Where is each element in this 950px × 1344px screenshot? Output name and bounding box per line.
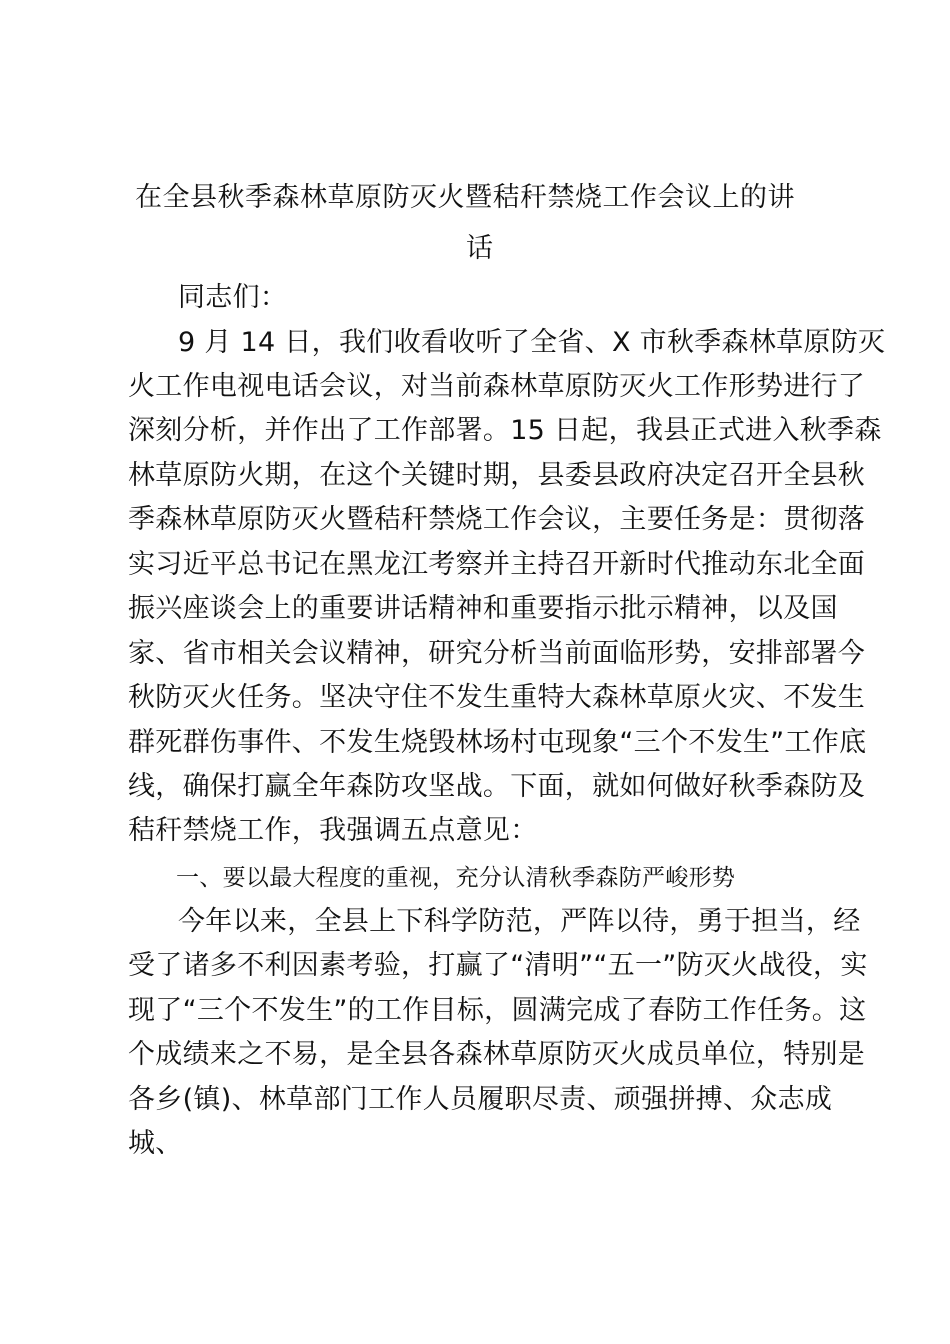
body-line: 季森林草原防灭火暨秸秆禁烧工作会议，主要任务是：贯彻落 [128,504,866,535]
body-line: 深刻分析，并作出了工作部署。15 日起，我县正式进入秋季森 [128,415,882,446]
body-line: 火工作电视电话会议，对当前森林草原防灭火工作形势进行了 [128,371,866,402]
title-line-2: 话 [466,233,494,264]
title-line-1: 在全县秋季森林草原防灭火暨秸秆禁烧工作会议上的讲 [135,182,795,213]
body-line: 受了诸多不利因素考验，打赢了“清明”“五一”防灭火战役，实 [128,950,868,981]
body-line: 实习近平总书记在黑龙江考察并主持召开新时代推动东北全面 [128,549,866,580]
body-line: 秋防灭火任务。坚决守住不发生重特大森林草原火灾、不发生 [128,682,866,713]
body-line: 群死群伤事件、不发生烧毁林场村屯现象“三个不发生”工作底 [128,727,867,758]
body-line: 各乡(镇)、林草部门工作人员履职尽责、顽强拼搏、众志成 [128,1084,833,1115]
body-line: 个成绩来之不易，是全县各森林草原防灭火成员单位，特别是 [128,1039,866,1070]
body-line: 线，确保打赢全年森防攻坚战。下面，就如何做好秋季森防及 [128,771,866,802]
body-line: 秸秆禁烧工作，我强调五点意见： [128,815,538,846]
body-line: 家、省市相关会议精神，研究分析当前面临形势，安排部署今 [128,638,866,669]
body-line: 现了“三个不发生”的工作目标，圆满完成了春防工作任务。这 [128,995,867,1026]
salutation: 同志们： [178,282,288,313]
body-line: 今年以来，全县上下科学防范，严阵以待，勇于担当，经 [178,906,861,937]
body-line: 振兴座谈会上的重要讲话精神和重要指示批示精神，以及国 [128,593,838,624]
section-heading: 一、要以最大程度的重视，充分认清秋季森防严峻形势 [176,865,736,891]
body-line: 9 月 14 日，我们收看收听了全省、X 市秋季森林草原防灭 [178,327,886,358]
body-line: 林草原防火期，在这个关键时期，县委县政府决定召开全县秋 [128,460,866,491]
body-line: 城、 [128,1128,183,1159]
